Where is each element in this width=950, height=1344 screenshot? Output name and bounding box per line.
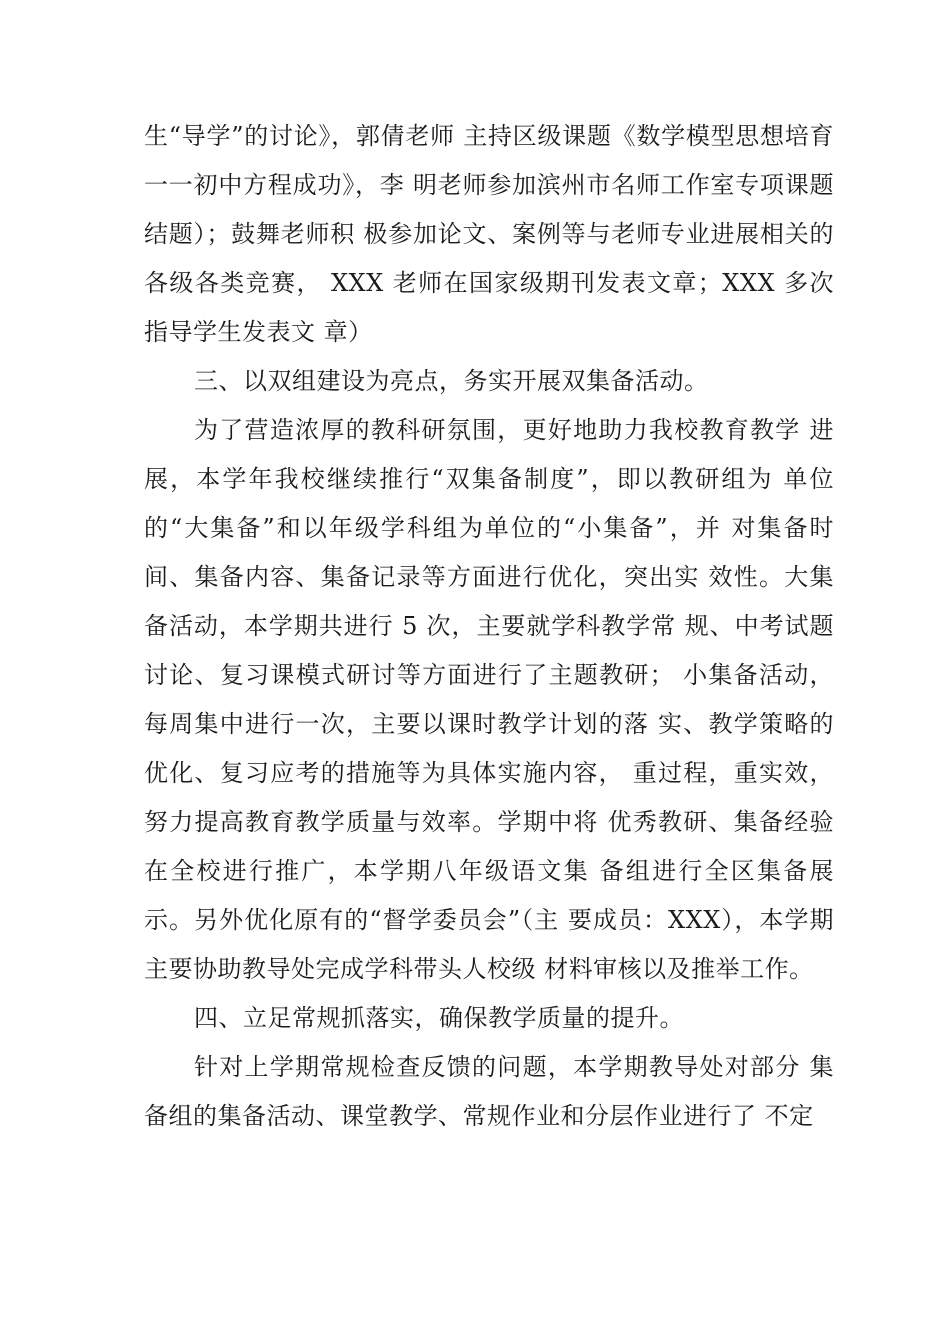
section-heading-3: 三、以双组建设为亮点，务实开展双集备活动。 xyxy=(194,367,709,395)
paragraph-routine-check: 针对上学期常规检查反馈的问题，本学期教导处对部分 集备组的集备活动、课堂教学、常规作业和分层作业进行了 不定 xyxy=(144,1053,834,1130)
section-heading-4: 四、立足常规抓落实，确保教学质量的提升。 xyxy=(194,1004,684,1032)
document-body xyxy=(144,112,834,1141)
paragraph-continued: 生“导学”的讨论》，郭倩老师 主持区级课题《数学模型思想培育一一初中方程成功》，李 明老师参加滨州市名师工作室专项课题结题）；鼓舞老师积 极参加论文、案例等与老师专业进展相关的各级各类竞赛， XXX 老师在国家级期刊发表文章；XXX 多次指导学生发表文 章） xyxy=(144,122,834,346)
paragraph-double-prep: 为了营造浓厚的教科研氛围，更好地助力我校教育教学 进展，本学年我校继续推行“双集备制度”，即以教研组为 单位的“大集备”和以年级学科组为单位的“小集备”，并 对集备时间、集备内容、集备记录等方面进行优化，突出实 效性。大集备活动，本学期共进行 5 次，主要就学科教学常 规、中考试题讨论、复习课模式研讨等方面进行了主题教研； 小集备活动，每周集中进行一次，主要以课时教学计划的落 实、教学策略的优化、复习应考的措施等为具体实施内容， 重过程，重实效，努力提高教育教学质量与效率。学期中将 优秀教研、集备经验在全校进行推广，本学期八年级语文集 备组进行全区集备展示。另外优化原有的“督学委员会”（主 要成员：XXX），本学期主要协助教导处完成学科带头人校级 材料审核以及推举工作。 xyxy=(144,416,834,983)
